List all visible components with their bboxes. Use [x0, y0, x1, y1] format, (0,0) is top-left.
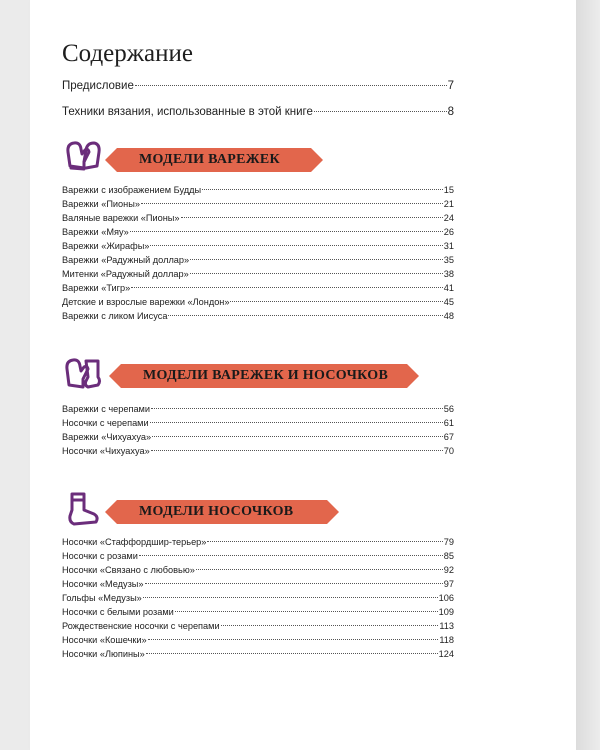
- toc-entry-page: 26: [443, 227, 454, 237]
- toc-entry-text: Варежки с черепами: [62, 404, 150, 414]
- toc-entry-text: Рождественские носочки с черепами: [62, 621, 220, 631]
- section-heading-text: МОДЕЛИ НОСОЧКОВ: [139, 504, 294, 519]
- toc-entry-text: Варежки «Радужный доллар»: [62, 255, 190, 265]
- dot-leader: [141, 203, 443, 204]
- toc-entry-page: 67: [443, 432, 454, 442]
- toc-entry[interactable]: [62, 185, 454, 195]
- toc-entry-text: Валяные варежки «Пионы»: [62, 213, 180, 223]
- toc-entry-page: 79: [443, 537, 454, 547]
- page-shadow: [576, 0, 600, 750]
- dot-leader: [202, 189, 443, 190]
- toc-entry-text: Варежки «Мяу»: [62, 227, 129, 237]
- toc-entry[interactable]: [62, 607, 454, 617]
- dot-leader: [151, 408, 443, 409]
- dot-leader: [152, 436, 443, 437]
- toc-entry-page: 118: [439, 635, 454, 645]
- toc-entry-text: Носочки «Стаффордшир-терьер»: [62, 537, 207, 547]
- dot-leader: [207, 541, 442, 542]
- toc-entry-text: Варежки «Тигр»: [62, 283, 131, 293]
- toc-entry-page: 38: [443, 269, 454, 279]
- toc-entry-text: Предисловие: [62, 80, 134, 92]
- toc-entry[interactable]: [62, 269, 454, 279]
- toc-entry[interactable]: [62, 106, 454, 118]
- toc-entry-page: 35: [443, 255, 454, 265]
- toc-entry-text: Детские и взрослые варежки «Лондон»: [62, 297, 230, 307]
- toc-entry-text: Техники вязания, использованные в этой книге: [62, 106, 313, 118]
- toc-entry[interactable]: [62, 311, 454, 321]
- mitten-sock-icon: [64, 355, 104, 393]
- dot-leader: [131, 287, 443, 288]
- dot-leader: [150, 422, 443, 423]
- toc-entry-page: 8: [447, 106, 454, 118]
- dot-leader: [151, 450, 443, 451]
- dot-leader: [175, 611, 438, 612]
- dot-leader: [148, 639, 439, 640]
- dot-leader: [168, 315, 442, 316]
- toc-entry[interactable]: [62, 418, 454, 428]
- toc-entry[interactable]: [62, 404, 454, 414]
- toc-entry-text: Варежки с изображением Будды: [62, 185, 202, 195]
- toc-entry-page: 124: [438, 649, 454, 659]
- toc-entry[interactable]: [62, 213, 454, 223]
- toc-entry-page: 97: [443, 579, 454, 589]
- dot-leader: [130, 231, 443, 232]
- toc-entry[interactable]: [62, 565, 454, 575]
- toc-entry-text: Носочки «Кошечки»: [62, 635, 147, 645]
- toc-entry-text: Носочки «Связано с любовью»: [62, 565, 195, 575]
- toc-entry[interactable]: [62, 241, 454, 251]
- toc-entry-page: 106: [438, 593, 454, 603]
- toc-entry-text: Носочки с черепами: [62, 418, 149, 428]
- dot-leader: [135, 85, 447, 86]
- page-title: Содержание: [62, 40, 193, 67]
- toc-entry-page: 85: [443, 551, 454, 561]
- dot-leader: [139, 555, 443, 556]
- dot-leader: [146, 653, 438, 654]
- toc-entry-text: Гольфы «Медузы»: [62, 593, 142, 603]
- toc-entry-page: 31: [443, 241, 454, 251]
- dot-leader: [230, 301, 442, 302]
- toc-entry-page: 56: [443, 404, 454, 414]
- dot-leader: [190, 273, 443, 274]
- toc-entry-text: Носочки «Медузы»: [62, 579, 144, 589]
- toc-entry-page: 24: [443, 213, 454, 223]
- toc-entry-text: Варежки «Чихуахуа»: [62, 432, 152, 442]
- toc-entry-text: Носочки с белыми розами: [62, 607, 174, 617]
- toc-entry[interactable]: [62, 649, 454, 659]
- toc-entry-page: 48: [443, 311, 454, 321]
- sock-icon: [64, 490, 102, 530]
- section-heading-text: МОДЕЛИ ВАРЕЖЕК И НОСОЧКОВ: [143, 368, 389, 383]
- toc-entry[interactable]: [62, 283, 454, 293]
- toc-entry[interactable]: [62, 537, 454, 547]
- toc-entry-text: Варежки «Жирафы»: [62, 241, 150, 251]
- toc-entry[interactable]: [62, 297, 454, 307]
- toc-entry-page: 21: [443, 199, 454, 209]
- toc-entry[interactable]: [62, 621, 454, 631]
- dot-leader: [190, 259, 443, 260]
- toc-entry[interactable]: [62, 446, 454, 456]
- toc-entry-text: Носочки с розами: [62, 551, 138, 561]
- toc-entry-text: Митенки «Радужный доллар»: [62, 269, 189, 279]
- toc-entry[interactable]: [62, 593, 454, 603]
- toc-entry[interactable]: [62, 551, 454, 561]
- toc-entry-page: 61: [443, 418, 454, 428]
- toc-entry[interactable]: [62, 255, 454, 265]
- toc-entry-page: 41: [443, 283, 454, 293]
- toc-entry-page: 113: [439, 621, 454, 631]
- dot-leader: [221, 625, 439, 626]
- dot-leader: [181, 217, 443, 218]
- toc-entry-page: 45: [443, 297, 454, 307]
- dot-leader: [145, 583, 443, 584]
- section-heading-text: МОДЕЛИ ВАРЕЖЕК: [139, 152, 281, 167]
- mitten-icon: [64, 138, 102, 174]
- toc-entry-page: 92: [443, 565, 454, 575]
- toc-entry-text: Носочки «Люпины»: [62, 649, 145, 659]
- toc-entry-text: Варежки с ликом Иисуса: [62, 311, 168, 321]
- dot-leader: [196, 569, 443, 570]
- section-heading: [121, 364, 407, 388]
- toc-entry[interactable]: [62, 199, 454, 209]
- dot-leader: [314, 111, 447, 112]
- toc-entry[interactable]: [62, 227, 454, 237]
- toc-entry-text: Носочки «Чихуахуа»: [62, 446, 150, 456]
- toc-entry-page: 109: [438, 607, 454, 617]
- section-heading: [117, 148, 311, 172]
- toc-entry-text: Варежки «Пионы»: [62, 199, 140, 209]
- toc-entry-page: 70: [443, 446, 454, 456]
- toc-entry[interactable]: [62, 432, 454, 442]
- toc-entry[interactable]: [62, 635, 454, 645]
- toc-entry[interactable]: [62, 579, 454, 589]
- section-heading: [117, 500, 327, 524]
- toc-entry-page: 15: [443, 185, 454, 195]
- toc-entry[interactable]: [62, 80, 454, 92]
- dot-leader: [143, 597, 438, 598]
- toc-entry-page: 7: [447, 80, 454, 92]
- dot-leader: [150, 245, 442, 246]
